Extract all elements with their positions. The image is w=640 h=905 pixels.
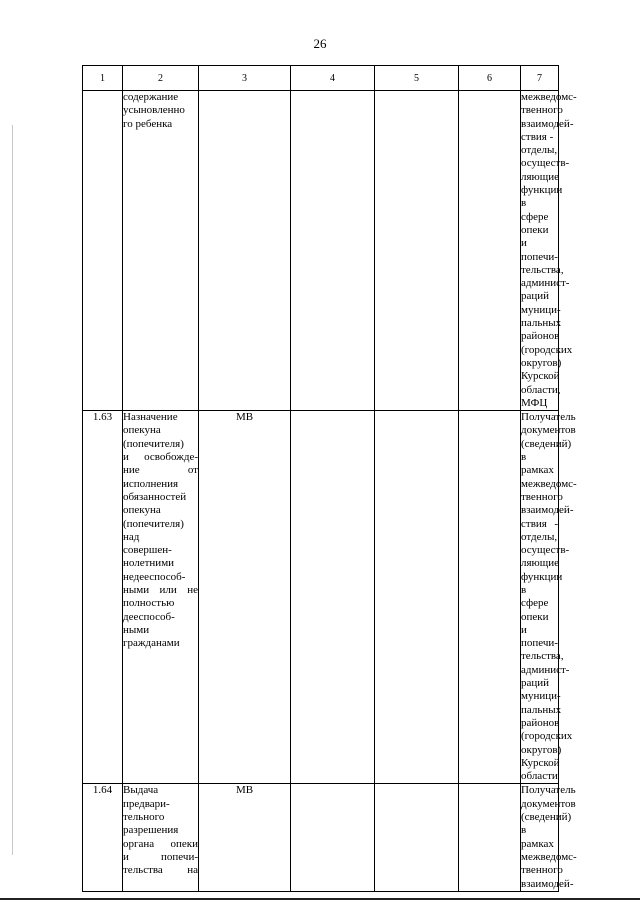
empty-cell	[375, 91, 459, 411]
table-header-row	[83, 66, 559, 91]
scan-edge-line	[12, 125, 13, 855]
recipient-cell: Получатель документов (сведений) в рамках межведомс- твенного взаимодей- ствия - отделы, осуществ- ляющие функции в сфере опеки и попечи- тельства, админист- раций муници- пальных районов (городских округов) Курской области	[521, 411, 577, 783]
column-header: 4	[291, 66, 375, 91]
row-number-cell: 1.63	[83, 411, 123, 784]
empty-cell	[291, 784, 375, 892]
empty-cell	[459, 91, 521, 411]
column-header: 7	[521, 66, 559, 91]
column-header: 2	[123, 66, 199, 91]
column-header: 1	[83, 66, 123, 91]
empty-cell	[291, 91, 375, 411]
column-header: 3	[199, 66, 291, 91]
empty-cell	[291, 411, 375, 784]
type-cell: МВ	[199, 411, 291, 784]
service-name-cell: Выдача предвари- тельного разрешения органа опеки и попечи- тельства на	[123, 784, 199, 892]
empty-cell	[459, 784, 521, 892]
service-name-cell: содержание усыновленно го ребенка	[123, 91, 199, 411]
empty-cell	[375, 784, 459, 892]
column-header: 5	[375, 66, 459, 91]
column-header: 6	[459, 66, 521, 91]
service-name-cell: Назначение опекуна (попечителя) и освобожде- ние от исполнения обязанностей опекуна (попечителя) над совершен- нолетними недееспособ- ными или не полностью дееспособ- ными гражданами	[123, 411, 199, 784]
page-bottom-border	[0, 898, 640, 900]
row-number-cell	[83, 91, 123, 411]
type-cell	[199, 91, 291, 411]
type-cell: МВ	[199, 784, 291, 892]
document-table	[82, 65, 577, 892]
page-number: 26	[313, 36, 327, 51]
recipient-cell: Получатель документов (сведений) в рамках межведомс- твенного взаимодей-	[521, 784, 559, 892]
table-row	[83, 91, 559, 411]
table-row	[83, 784, 559, 892]
row-number-cell: 1.64	[83, 784, 123, 892]
empty-cell	[459, 411, 521, 784]
table-row	[83, 411, 559, 784]
recipient-cell: межведомс- твенного взаимодей- ствия - отделы, осуществ- ляющие функции в сфере опеки и попечи- тельства, админист- раций муници- пальных районов (городских округов) Курской области, МФЦ	[521, 91, 577, 409]
empty-cell	[375, 411, 459, 784]
